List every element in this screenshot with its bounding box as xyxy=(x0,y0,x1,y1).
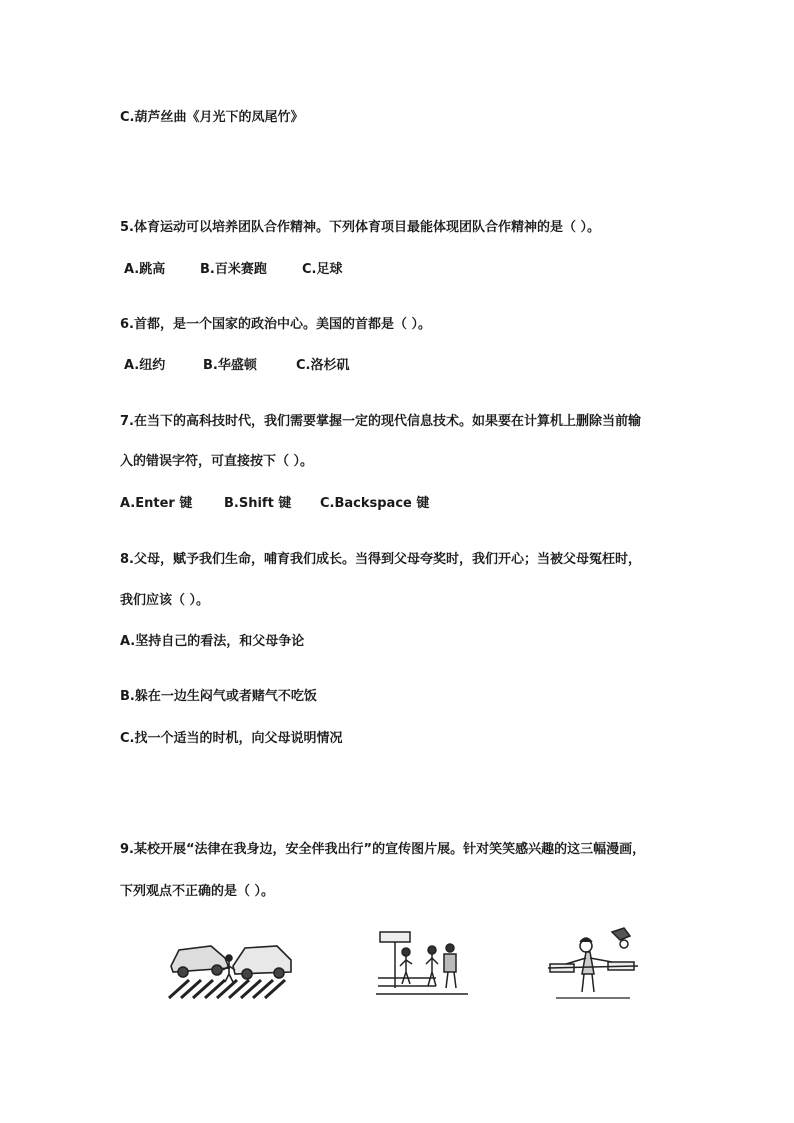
q5-option-c: C.足球 xyxy=(302,262,343,277)
q8-stem-line1: 8.父母，赋予我们生命，哺育我们成长。当得到父母夸奖时，我们开心；当被父母冤枉时， xyxy=(120,552,641,567)
q7-stem-line1: 7.在当下的高科技时代，我们需要掌握一定的现代信息技术。如果要在计算机上删除当前输 xyxy=(120,414,641,429)
street-crossing-cartoon xyxy=(376,928,468,996)
q8-option-b: B.躲在一边生闷气或者赌气不吃饭 xyxy=(120,689,317,704)
q7-stem-line2: 入的错误字符，可直接按下（ ）。 xyxy=(120,454,314,469)
q6-stem: 6.首都，是一个国家的政治中心。美国的首都是（ ）。 xyxy=(120,317,432,332)
street-crossing-drawing xyxy=(376,928,468,996)
q8-stem-line2: 我们应该（ ）。 xyxy=(120,593,210,608)
q6-option-a: A.纽约 xyxy=(124,358,166,373)
q9-stem-line2: 下列观点不正确的是（ ）。 xyxy=(120,884,275,899)
tightrope-safety-cartoon xyxy=(546,924,640,1002)
q7-option-c: C.Backspace 键 xyxy=(320,496,430,511)
q7-option-b: B.Shift 键 xyxy=(224,496,292,511)
q5-option-a: A.跳高 xyxy=(124,262,166,277)
tightrope-safety-drawing xyxy=(546,924,640,1002)
q7-options xyxy=(120,496,429,512)
q5-options xyxy=(124,262,342,278)
traffic-crossing-drawing xyxy=(165,928,295,1000)
q5-option-b: B.百米赛跑 xyxy=(200,262,267,277)
q6-option-b: B.华盛顿 xyxy=(203,358,257,373)
q6-options xyxy=(124,358,349,374)
q7-option-a: A.Enter 键 xyxy=(120,496,193,511)
q8-option-a: A.坚持自己的看法，和父母争论 xyxy=(120,634,305,649)
traffic-crossing-cartoon xyxy=(165,928,295,1000)
q4-option-c: C.葫芦丝曲《月光下的凤尾竹》 xyxy=(120,110,304,125)
q9-stem-line1: 9.某校开展“法律在我身边，安全伴我出行”的宣传图片展。针对笑笑感兴趣的这三幅漫画， xyxy=(120,842,646,857)
q8-option-c: C.找一个适当的时机，向父母说明情况 xyxy=(120,731,343,746)
q6-option-c: C.洛杉矶 xyxy=(296,358,350,373)
q5-stem: 5.体育运动可以培养团队合作精神。下列体育项目最能体现团队合作精神的是（ ）。 xyxy=(120,220,601,235)
